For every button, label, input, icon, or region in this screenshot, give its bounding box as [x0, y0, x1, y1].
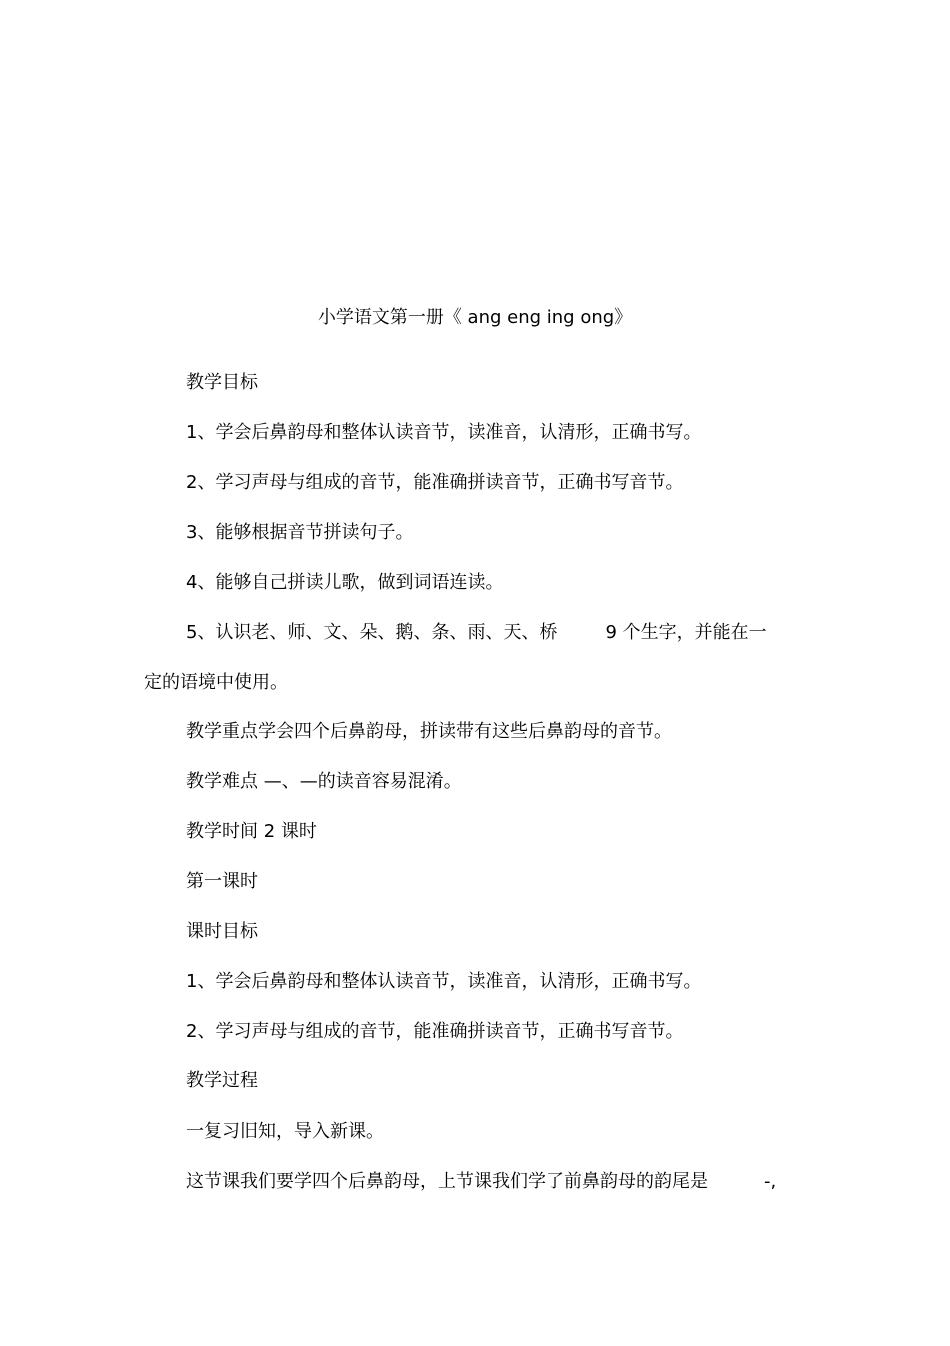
- process-step-1-text: [186, 1170, 776, 1194]
- process-heading: 教学过程: [186, 1070, 258, 1091]
- objective-item-3: 3、能够根据音节拼读句子。: [186, 522, 414, 543]
- objective-item-5: [186, 621, 767, 645]
- objective-item-2: 2、学习声母与组成的音节，能准确拼读音节，正确书写音节。: [186, 472, 684, 493]
- lesson-1-heading: 第一课时: [186, 871, 258, 892]
- objective-item-5-continued: 定的语境中使用。: [144, 672, 288, 693]
- difficulty: 教学难点 —、—的读音容易混淆。: [186, 771, 462, 792]
- teaching-time: 教学时间 2 课时: [186, 821, 317, 842]
- process-step-1: 一复习旧知，导入新课。: [186, 1121, 384, 1142]
- process-step-1-text-part2: -,: [764, 1171, 777, 1192]
- process-step-1-text-part1: 这节课我们要学四个后鼻韵母，上节课我们学了前鼻韵母的韵尾是: [186, 1171, 708, 1192]
- lesson-objective-item-1: 1、学会后鼻韵母和整体认读音节，读准音，认清形，正确书写。: [186, 971, 702, 992]
- lesson-objective-item-2: 2、学习声母与组成的音节，能准确拼读音节，正确书写音节。: [186, 1021, 684, 1042]
- objective-5-part1: 5、认识老、师、文、朵、鹅、条、雨、天、桥: [186, 622, 558, 643]
- objective-5-part2: 9 个生字，并能在一: [605, 622, 767, 643]
- document-title: 小学语文第一册《 ang eng ing ong》: [317, 307, 633, 328]
- objective-item-1: 1、学会后鼻韵母和整体认读音节，读准音，认清形，正确书写。: [186, 422, 702, 443]
- objectives-heading: 教学目标: [186, 372, 258, 393]
- key-point: 教学重点学会四个后鼻韵母，拼读带有这些后鼻韵母的音节。: [186, 721, 672, 742]
- lesson-objectives-heading: 课时目标: [186, 921, 258, 942]
- objective-item-4: 4、能够自己拼读儿歌，做到词语连读。: [186, 572, 504, 593]
